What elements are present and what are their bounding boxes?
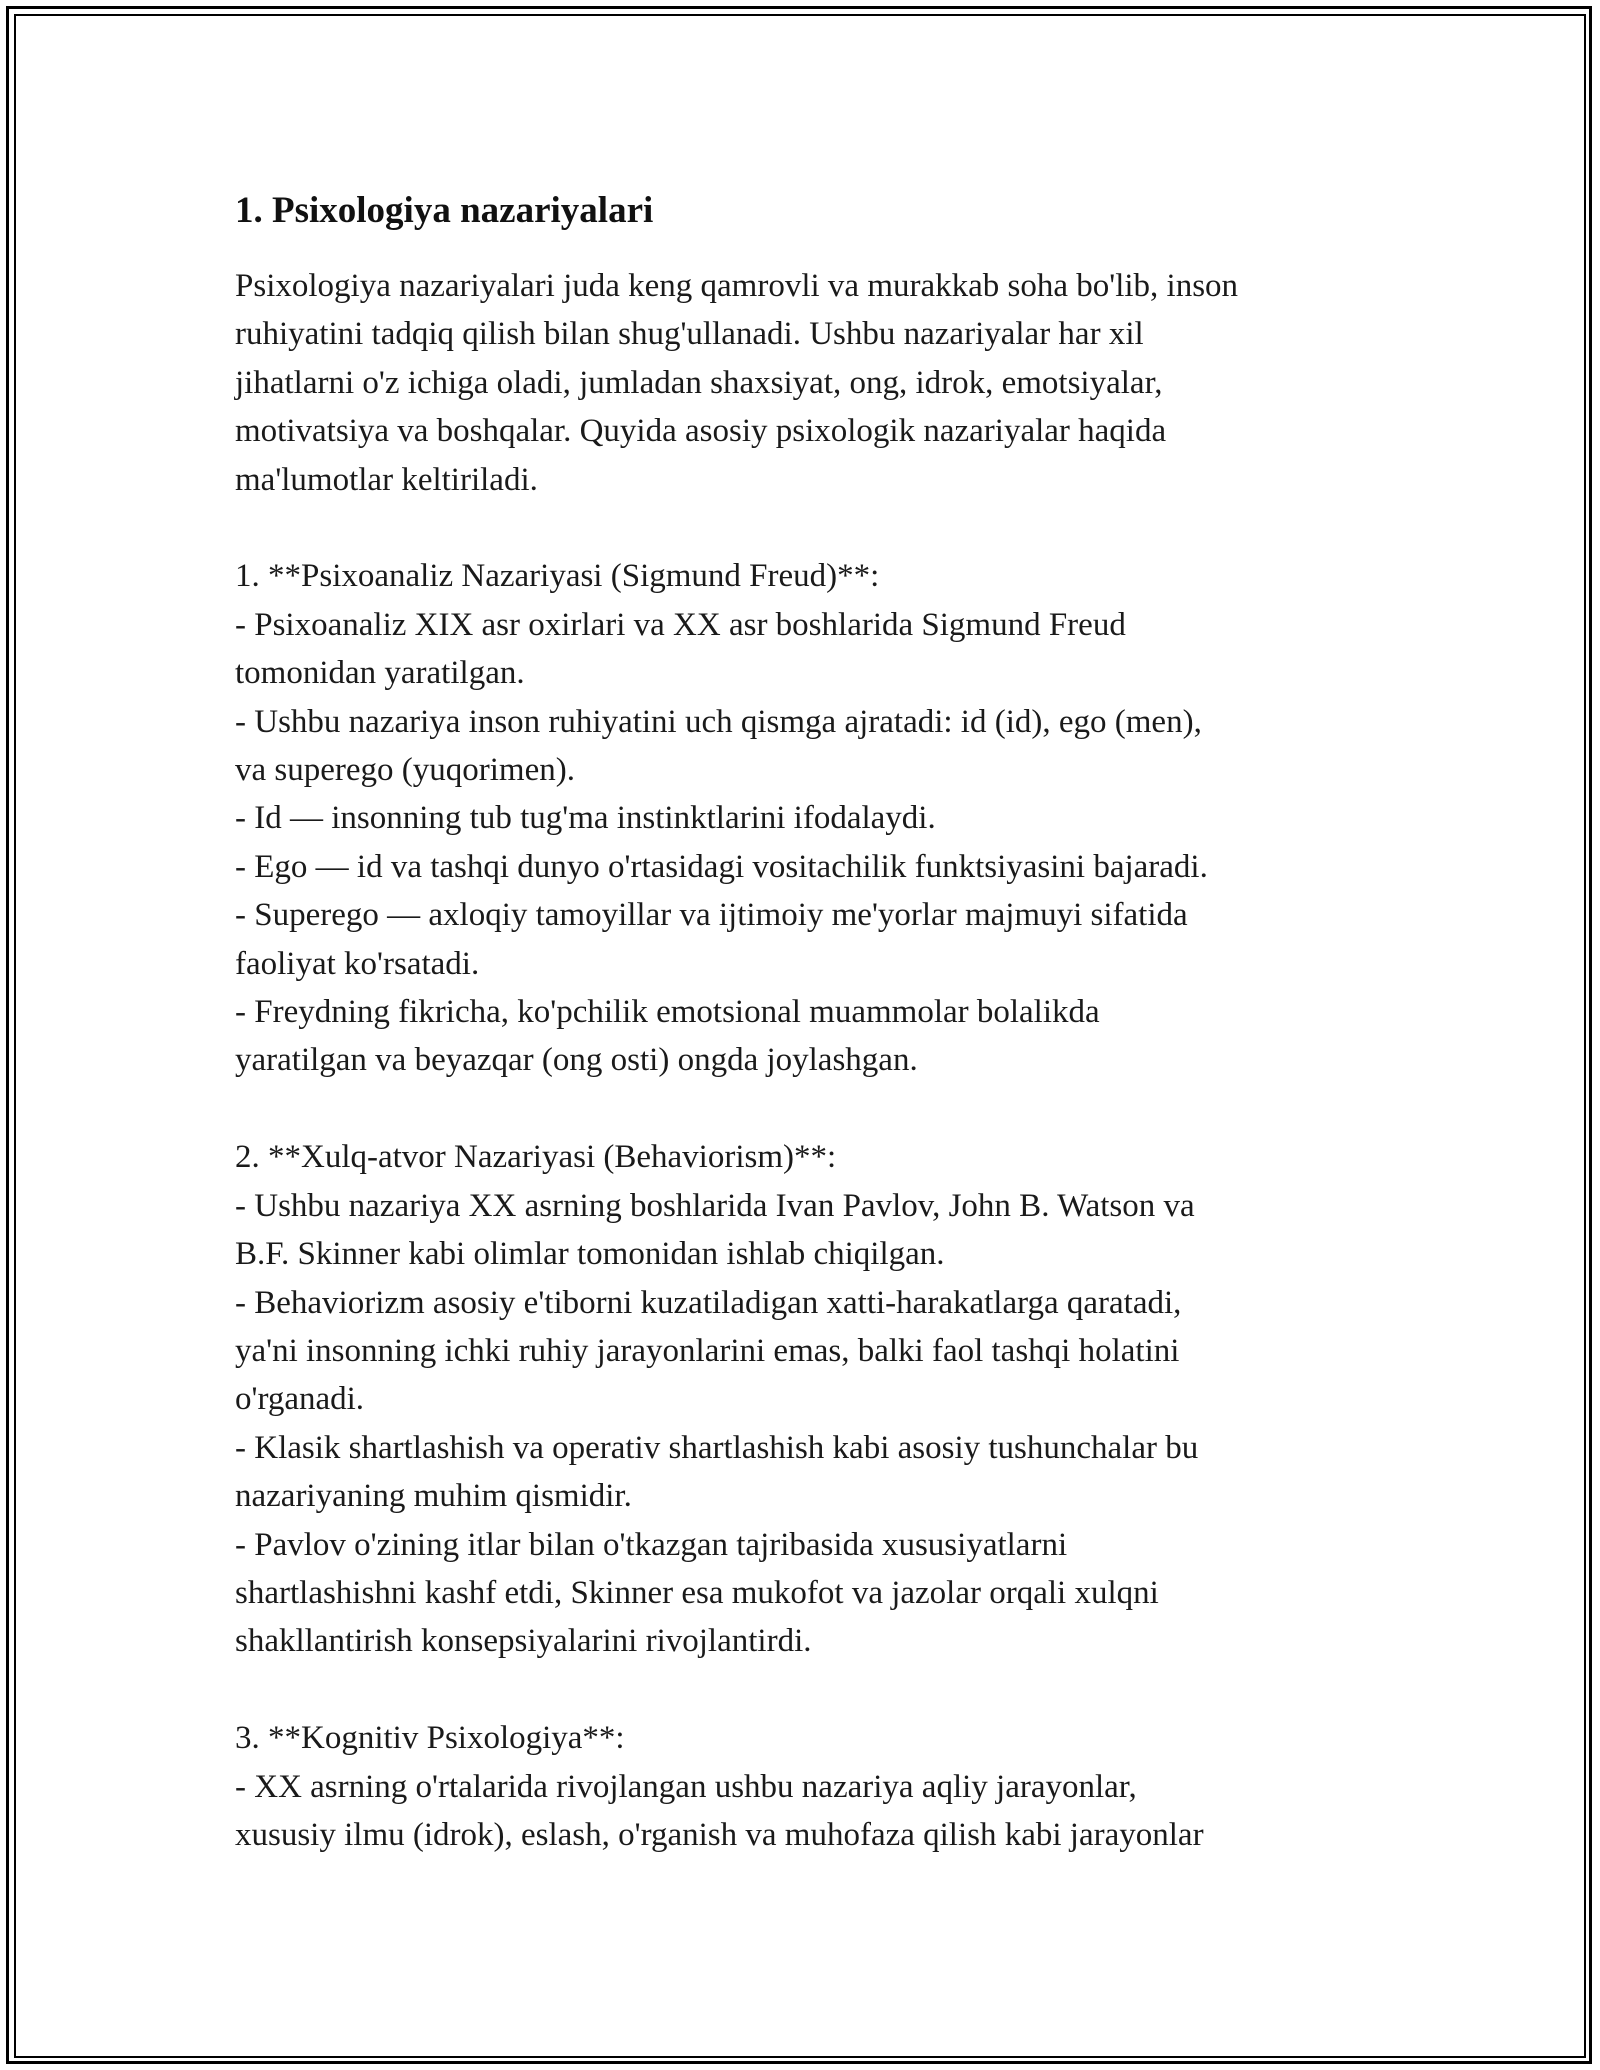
list-item: - Klasik shartlashish va operativ shartlashish kabi asosiy tushunchalar bu nazariyaning muhim qismidir.: [235, 1429, 1199, 1515]
list-item: - XX asrning o'rtalarida rivojlangan ushbu nazariya aqliy jarayonlar, xususiy ilmu (idrok), eslash, o'rganish va muhofaza qilish kabi jarayonlar: [235, 1768, 1204, 1853]
document-title: 1. Psixologiya nazariyalari: [235, 190, 654, 231]
section-cognitive: [235, 1714, 1375, 1859]
section-heading: 1. **Psixoanaliz Nazariyasi (Sigmund Freud)**:: [235, 558, 880, 595]
paragraph-gap: [235, 504, 1375, 552]
section-heading: 2. **Xulq-atvor Nazariyasi (Behaviorism)**:: [235, 1139, 837, 1176]
list-item: - Pavlov o'zining itlar bilan o'tkazgan tajribasida xususiyatlarni shartlashishni kashf etdi, Skinner esa mukofot va jazolar orqali xulqni shakllantirish konsepsiyalarini rivojlantirdi.: [235, 1526, 1159, 1660]
section-behaviorism: [235, 1133, 1375, 1665]
paragraph-gap: [235, 1666, 1375, 1714]
list-item: - Freydning fikricha, ko'pchilik emotsional muammolar bolalikda yaratilgan va beyazqar (ong osti) ongda joylashgan.: [235, 994, 1100, 1079]
section-heading: 3. **Kognitiv Psixologiya**:: [235, 1720, 625, 1757]
list-item: - Psixoanaliz XIX asr oxirlari va XX asr boshlarida Sigmund Freud tomonidan yaratilgan.: [235, 606, 1126, 692]
list-item: - Ushbu nazariya inson ruhiyatini uch qismga ajratadi: id (id), ego (men), va superego (yuqorimen).: [235, 703, 1202, 789]
document-body: [235, 186, 1375, 1859]
section-psychoanalysis: [235, 552, 1375, 1084]
list-item: - Id — insonning tub tug'ma instinktlarini ifodalaydi.: [235, 800, 936, 837]
list-item: - Superego — axloqiy tamoyillar va ijtimoiy me'yorlar majmuyi sifatida faoliyat ko'rsatadi.: [235, 897, 1188, 982]
paragraph-gap: [235, 1085, 1375, 1133]
list-item: - Ego — id va tashqi dunyo o'rtasidagi vositachilik funktsiyasini bajaradi.: [235, 848, 1208, 885]
list-item: - Behaviorizm asosiy e'tiborni kuzatiladigan xatti-harakatlarga qaratadi, ya'ni insonning ichki ruhiy jarayonlarini emas, balki faol tashqi holatini o'rganadi.: [235, 1284, 1182, 1418]
intro-paragraph: Psixologiya nazariyalari juda keng qamrovli va murakkab soha bo'lib, inson ruhiyatini tadqiq qilish bilan shug'ullanadi. Ushbu nazariyalar har xil jihatlarni o'z ichiga oladi, jumladan shaxsiyat, ong, idrok, emotsiyalar, motivatsiya va boshqalar. Quyida asosiy psixologik nazariyalar haqida ma'lumotlar keltiriladi.: [235, 268, 1239, 498]
list-item: - Ushbu nazariya XX asrning boshlarida Ivan Pavlov, John B. Watson va B.F. Skinner kabi olimlar tomonidan ishlab chiqilgan.: [235, 1187, 1195, 1273]
